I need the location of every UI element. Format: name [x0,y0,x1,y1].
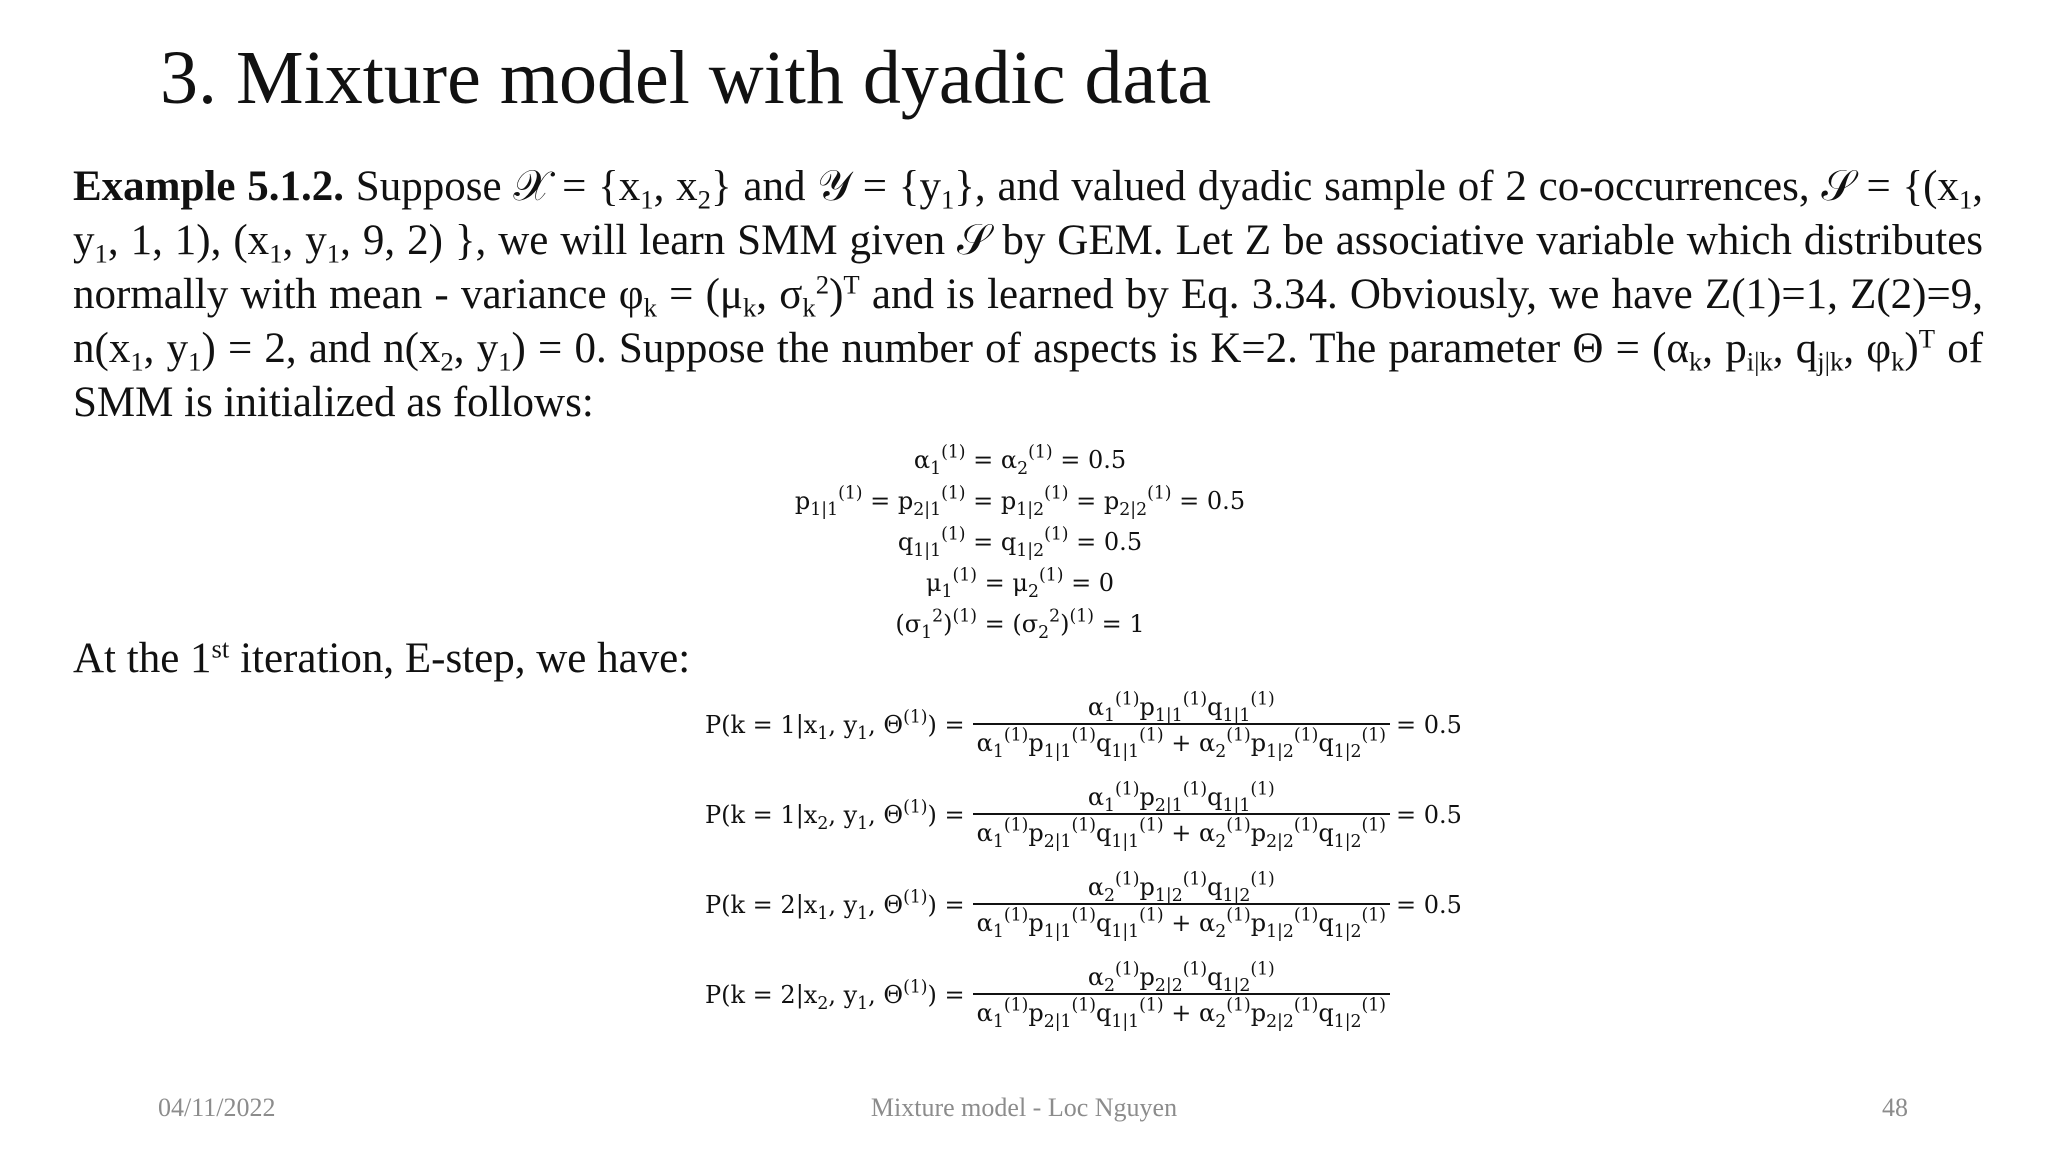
example-label: Example 5.1.2. [73,163,344,210]
slide-title: 3. Mixture model with dyadic data [160,36,1212,120]
initialization-equations [760,440,1280,645]
e-step-equations [705,680,1462,1040]
mu-init-line: $\mu_1^{(1)} = \mu_2^{(1)} = 0$ [925,565,1115,603]
iteration-text: At the 1st iteration, E-step, we have: [73,633,691,682]
footer-date: 04/11/2022 [158,1093,276,1122]
fraction: $\frac{\alpha_2^{(1)}p_{1|2}^{(1)}q_{1|2}^{(1)}}{\alpha_1^{(1)}p_{1|1}^{(1)}q_{1|1}^{(1)} + \alpha_2^{(1)}p_{1|2}^{(1)}q_{1|2}^{(1)}}$ [973,873,1390,937]
sigma-init-line: $(\sigma_1^2)^{(1)} = (\sigma_2^2)^{(1)} = 1$ [895,606,1145,644]
example-paragraph: Example 5.1.2. Suppose 𝒳 = {$x_1$, $x_2$} and 𝒴 = $\{y_1\}$, and valued dyadic sample of 2 co-occurrences, 𝒮 = {($x_1$, $y_1$, 1, 1), ($x_1$, $y_1$, 9, 2) }, we will learn SMM given 𝒮 by GEM. Let Z be associative variable which distributes normally with mean - variance $\varphi_k = (\mu_k$, $\sigma_k^2)^T$ and is learned by Eq. 3.34. Obviously, we have Z(1)=1, Z(2)=9, $n(x_1$, $y_1) = 2$, and $n(x_2$, $y_1) = 0$. Suppose the number of aspects is K=2. The parameter $\Theta = (\alpha_k$, $p_{i|k}$, $q_{j|k}$, $\varphi_k)^T$ of SMM is initialized as follows: [73,163,1984,426]
q-init-line: $q_{1|1}^{(1)} = q_{1|2}^{(1)} = 0.5$ [897,524,1143,562]
posterior-equation: $P(k = 1|x_2$, $y_1$, $\Theta^{(1)}$) = $\frac{\alpha_1^{(1)}p_{2|1}^{(1)}q_{1|1}^{(1)}}{\alpha_1^{(1)}p_{2|1}^{(1)}q_{1|1}^{(1)} + \alpha_2^{(1)}p_{2|2}^{(1)}q_{1|2}^{(1)}}$ = 0.5 [705,779,1462,853]
fraction: $\frac{\alpha_2^{(1)}p_{2|2}^{(1)}q_{1|2}^{(1)}}{\alpha_1^{(1)}p_{2|1}^{(1)}q_{1|1}^{(1)} + \alpha_2^{(1)}p_{2|2}^{(1)}q_{1|2}^{(1)}}$ [973,963,1390,1027]
alpha-init-line: $\alpha_1^{(1)} = \alpha_2^{(1)} = 0.5$ [913,442,1127,480]
posterior-equation: $P(k = 1|x_1$, $y_1$, $\Theta^{(1)}$) = $\frac{\alpha_1^{(1)}p_{1|1}^{(1)}q_{1|1}^{(1)}}{\alpha_1^{(1)}p_{1|1}^{(1)}q_{1|1}^{(1)} + \alpha_2^{(1)}p_{1|2}^{(1)}q_{1|2}^{(1)}}$ = 0.5 [705,689,1462,763]
footer-title: Mixture model - Loc Nguyen [870,1093,1178,1122]
fraction: $\frac{\alpha_1^{(1)}p_{2|1}^{(1)}q_{1|1}^{(1)}}{\alpha_1^{(1)}p_{2|1}^{(1)}q_{1|1}^{(1)} + \alpha_2^{(1)}p_{2|2}^{(1)}q_{1|2}^{(1)}}$ [973,783,1390,847]
page-number: 48 [1882,1093,1908,1122]
posterior-equation: $P(k = 2|x_2$, $y_1$, $\Theta^{(1)}$) = $\frac{\alpha_2^{(1)}p_{2|2}^{(1)}q_{1|2}^{(1)}}{\alpha_1^{(1)}p_{2|1}^{(1)}q_{1|1}^{(1)} + \alpha_2^{(1)}p_{2|2}^{(1)}q_{1|2}^{(1)}}$ [705,950,1345,1040]
posterior-equation: $P(k = 2|x_1$, $y_1$, $\Theta^{(1)}$) = $\frac{\alpha_2^{(1)}p_{1|2}^{(1)}q_{1|2}^{(1)}}{\alpha_1^{(1)}p_{1|1}^{(1)}q_{1|1}^{(1)} + \alpha_2^{(1)}p_{1|2}^{(1)}q_{1|2}^{(1)}}$ = 0.5 [705,869,1462,943]
fraction: $\frac{\alpha_1^{(1)}p_{1|1}^{(1)}q_{1|1}^{(1)}}{\alpha_1^{(1)}p_{1|1}^{(1)}q_{1|1}^{(1)} + \alpha_2^{(1)}p_{1|2}^{(1)}q_{1|2}^{(1)}}$ [973,693,1390,757]
p-init-line: $p_{1|1}^{(1)} = p_{2|1}^{(1)} = p_{1|2}^{(1)} = p_{2|2}^{(1)} = 0.5$ [794,483,1246,521]
